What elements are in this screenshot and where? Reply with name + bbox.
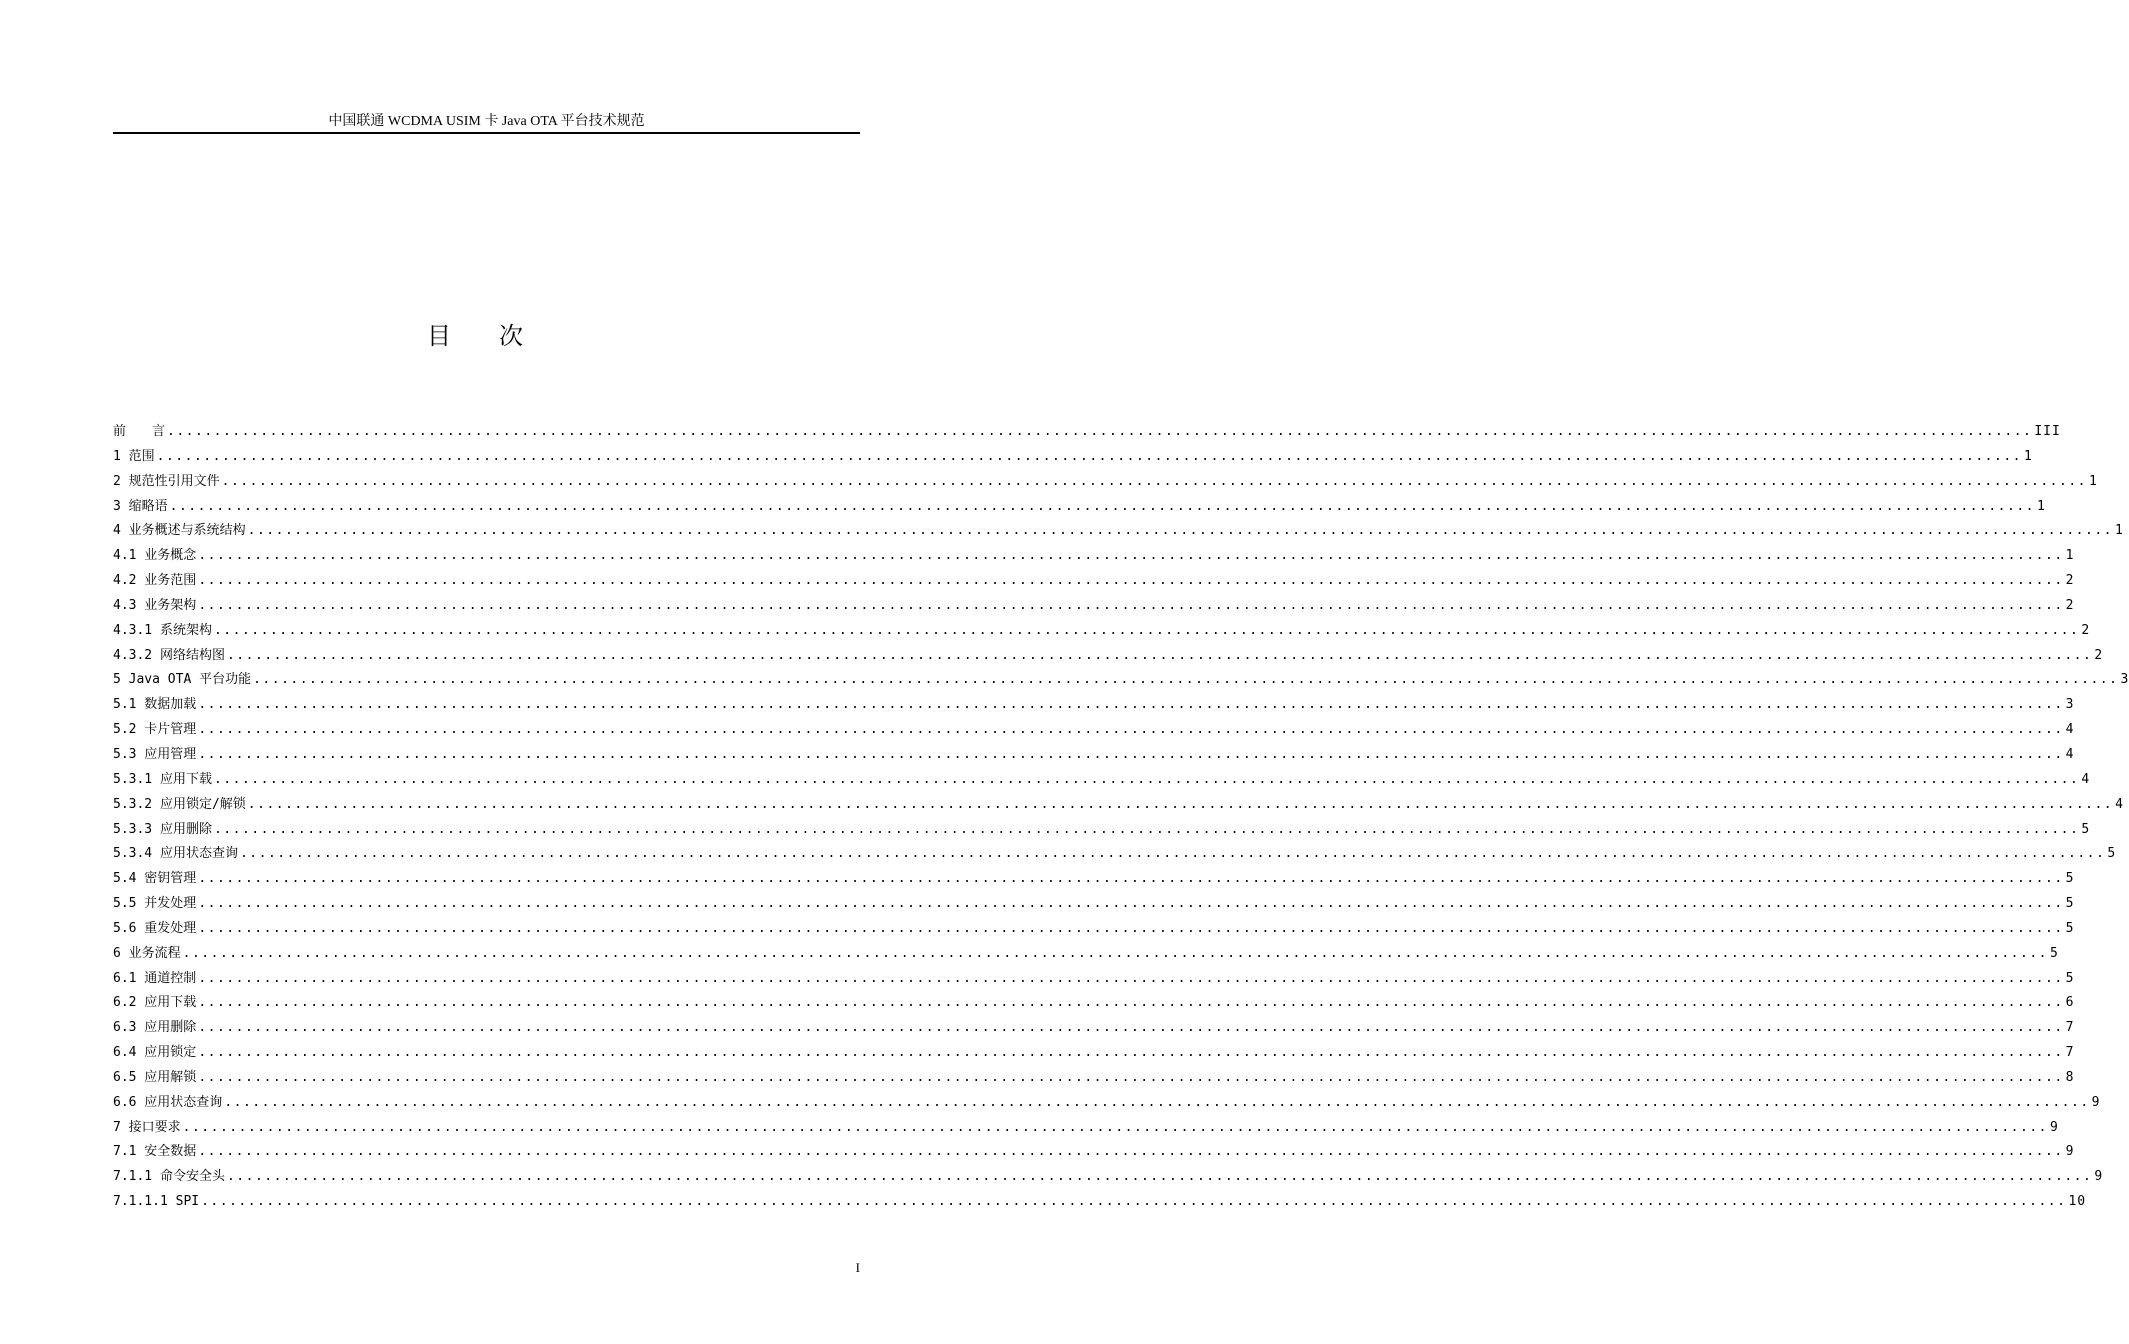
toc-entry[interactable]	[113, 743, 2075, 768]
toc-entry-label: 6.3 应用删除	[113, 1020, 197, 1036]
toc-leader-dots: ........................................................................................................................................................................................................	[198, 970, 2064, 986]
toc-leader-dots: ........................................................................................................................................................................................................	[198, 1020, 2064, 1036]
toc-entry[interactable]	[113, 420, 2061, 445]
toc-entry-page: 5	[2065, 970, 2075, 986]
toc-entry-label: 5.4 密钥管理	[113, 871, 197, 887]
toc-leader-dots: ........................................................................................................................................................................................................	[198, 995, 2064, 1011]
toc-entry-label: 5.5 并发处理	[113, 896, 197, 912]
toc-entry-page: 1	[2065, 548, 2075, 564]
toc-leader-dots: ........................................................................................................................................................................................................	[169, 498, 2035, 514]
toc-entry-label: 6.6 应用状态查询	[113, 1094, 223, 1110]
toc-entry-page: 3	[2120, 672, 2129, 688]
toc-leader-dots: ........................................................................................................................................................................................................	[226, 647, 2093, 663]
toc-entry[interactable]	[113, 768, 2091, 793]
toc-entry-page: 5	[2065, 871, 2075, 887]
toc-entry[interactable]	[113, 1165, 2104, 1190]
toc-entry-label: 5.3.2 应用锁定/解锁	[113, 796, 246, 812]
toc-entry-label: 5.3.3 应用删除	[113, 821, 212, 837]
running-header: 中国联通 WCDMA USIM 卡 Java OTA 平台技术规范	[328, 114, 645, 129]
toc-entry-page: 7	[2065, 1045, 2075, 1061]
toc-leader-dots: ........................................................................................................................................................................................................	[198, 1069, 2064, 1085]
toc-leader-dots: ........................................................................................................................................................................................................	[213, 771, 2080, 787]
toc-entry-label: 7.1.1.1 SPI	[113, 1194, 200, 1210]
toc-entry-label: 7.1.1 命令安全头	[113, 1169, 225, 1185]
toc-leader-dots: ........................................................................................................................................................................................................	[198, 1144, 2064, 1160]
toc-entry[interactable]	[113, 1116, 2059, 1141]
toc-entry-label: 4.3 业务架构	[113, 597, 197, 613]
table-of-contents	[113, 420, 2129, 1215]
toc-leader-dots: ........................................................................................................................................................................................................	[247, 796, 2114, 812]
toc-entry[interactable]	[113, 1091, 2101, 1116]
toc-entry[interactable]	[113, 644, 2104, 669]
toc-entry-page: 4	[2065, 722, 2075, 738]
toc-entry-label: 5.2 卡片管理	[113, 722, 197, 738]
toc-entry-page: 2	[2094, 647, 2104, 663]
toc-entry-label: 5.3 应用管理	[113, 746, 197, 762]
toc-leader-dots: ........................................................................................................................................................................................................	[182, 1119, 2048, 1135]
toc-leader-dots: ........................................................................................................................................................................................................	[198, 1045, 2064, 1061]
toc-entry-page: 5	[2065, 896, 2075, 912]
toc-leader-dots: ........................................................................................................................................................................................................	[198, 722, 2064, 738]
toc-entry[interactable]	[113, 693, 2075, 718]
toc-entry-page: 3	[2065, 697, 2075, 713]
toc-entry-page: III	[2034, 424, 2061, 439]
toc-entry[interactable]	[113, 892, 2075, 917]
toc-leader-dots: ........................................................................................................................................................................................................	[198, 920, 2064, 936]
toc-entry[interactable]	[113, 718, 2075, 743]
toc-entry-page: 5	[2081, 821, 2091, 837]
toc-leader-dots: ........................................................................................................................................................................................................	[198, 548, 2064, 564]
toc-entry[interactable]	[113, 793, 2124, 818]
toc-leader-dots: ........................................................................................................................................................................................................	[198, 871, 2064, 887]
toc-entry-page: 5	[2050, 945, 2059, 961]
toc-entry[interactable]	[113, 942, 2059, 967]
toc-entry[interactable]	[113, 519, 2124, 544]
toc-leader-dots: ........................................................................................................................................................................................................	[213, 821, 2080, 837]
toc-entry[interactable]	[113, 668, 2129, 693]
toc-entry-label: 6.2 应用下载	[113, 995, 197, 1011]
toc-entry-page: 4	[2065, 746, 2075, 762]
toc-entry-page: 7	[2065, 1020, 2075, 1036]
toc-entry-label: 5.3.1 应用下载	[113, 771, 212, 787]
page-number: I	[855, 1260, 860, 1275]
toc-entry-label: 6.5 应用解锁	[113, 1069, 197, 1085]
toc-entry-page: 2	[2081, 622, 2091, 638]
toc-entry-page: 9	[2050, 1119, 2059, 1135]
toc-entry-page: 2	[2065, 573, 2075, 589]
toc-entry-page: 2	[2065, 597, 2075, 613]
toc-entry-label: 6.1 通道控制	[113, 970, 197, 986]
toc-leader-dots: ........................................................................................................................................................................................................	[182, 945, 2048, 961]
toc-entry-label: 4.3.2 网络结构图	[113, 647, 225, 663]
toc-entry-page: 6	[2065, 995, 2075, 1011]
toc-entry[interactable]	[113, 544, 2075, 569]
toc-leader-dots: ........................................................................................................................................................................................................	[201, 1194, 2067, 1210]
toc-entry[interactable]	[113, 1041, 2075, 1066]
toc-entry-label: 2 规范性引用文件	[113, 473, 220, 489]
toc-entry[interactable]	[113, 991, 2075, 1016]
toc-entry-label: 4 业务概述与系统结构	[113, 523, 246, 539]
toc-leader-dots: ........................................................................................................................................................................................................	[198, 573, 2064, 589]
toc-entry[interactable]	[113, 569, 2075, 594]
toc-entry[interactable]	[113, 842, 2117, 867]
toc-leader-dots: ........................................................................................................................................................................................................	[198, 597, 2064, 613]
toc-entry-label: 7 接口要求	[113, 1119, 181, 1135]
toc-leader-dots: ........................................................................................................................................................................................................	[253, 672, 2119, 688]
toc-leader-dots: ........................................................................................................................................................................................................	[167, 424, 2033, 439]
toc-leader-dots: ........................................................................................................................................................................................................	[221, 473, 2087, 489]
toc-entry-label: 7.1 安全数据	[113, 1144, 197, 1160]
toc-entry-page: 8	[2065, 1069, 2075, 1085]
toc-entry-label: 4.1 业务概念	[113, 548, 197, 564]
toc-entry-label: 5.3.4 应用状态查询	[113, 846, 238, 862]
toc-entry[interactable]	[113, 818, 2091, 843]
toc-entry[interactable]	[113, 1140, 2075, 1165]
toc-entry-label: 5 Java OTA 平台功能	[113, 672, 252, 688]
toc-entry-page: 1	[2024, 448, 2033, 464]
toc-entry-label: 4.2 业务范围	[113, 573, 197, 589]
toc-leader-dots: ........................................................................................................................................................................................................	[224, 1094, 2090, 1110]
toc-title: 目次	[427, 322, 571, 350]
toc-entry-page: 5	[2065, 920, 2075, 936]
toc-entry[interactable]	[113, 619, 2091, 644]
toc-entry-page: 4	[2115, 796, 2124, 812]
toc-entry-label: 6.4 应用锁定	[113, 1045, 197, 1061]
toc-entry[interactable]	[113, 594, 2075, 619]
toc-entry-page: 1	[2115, 523, 2124, 539]
toc-entry-page: 9	[2091, 1094, 2101, 1110]
toc-entry[interactable]	[113, 1016, 2075, 1041]
toc-leader-dots: ........................................................................................................................................................................................................	[247, 523, 2113, 539]
toc-entry-page: 1	[2089, 473, 2098, 489]
toc-entry-label: 4.3.1 系统架构	[113, 622, 212, 638]
toc-entry-label: 5.6 重发处理	[113, 920, 197, 936]
toc-entry-page: 9	[2094, 1169, 2104, 1185]
toc-entry[interactable]	[113, 867, 2075, 892]
toc-entry[interactable]	[113, 470, 2098, 495]
toc-entry[interactable]	[113, 495, 2046, 520]
toc-leader-dots: ........................................................................................................................................................................................................	[226, 1169, 2093, 1185]
toc-entry[interactable]	[113, 917, 2075, 942]
toc-entry-label: 1 范围	[113, 448, 155, 464]
toc-entry-page: 9	[2065, 1144, 2075, 1160]
toc-entry[interactable]	[113, 1066, 2075, 1091]
toc-entry-label: 5.1 数据加载	[113, 697, 197, 713]
toc-entry-page: 1	[2037, 498, 2046, 514]
toc-entry-label: 6 业务流程	[113, 945, 181, 961]
toc-leader-dots: ........................................................................................................................................................................................................	[213, 622, 2080, 638]
toc-entry-page: 4	[2081, 771, 2091, 787]
toc-leader-dots: ........................................................................................................................................................................................................	[198, 896, 2064, 912]
toc-entry-page: 5	[2107, 846, 2117, 862]
toc-entry[interactable]	[113, 1190, 2087, 1215]
toc-leader-dots: ........................................................................................................................................................................................................	[198, 746, 2064, 762]
toc-entry[interactable]	[113, 445, 2033, 470]
header-rule	[113, 132, 860, 134]
toc-leader-dots: ........................................................................................................................................................................................................	[156, 448, 2022, 464]
toc-leader-dots: ........................................................................................................................................................................................................	[239, 846, 2106, 862]
toc-entry-label: 3 缩略语	[113, 498, 168, 514]
toc-leader-dots: ........................................................................................................................................................................................................	[198, 697, 2064, 713]
toc-entry-label: 前 言	[113, 424, 166, 439]
toc-entry-page: 10	[2068, 1194, 2087, 1210]
toc-entry[interactable]	[113, 967, 2075, 992]
